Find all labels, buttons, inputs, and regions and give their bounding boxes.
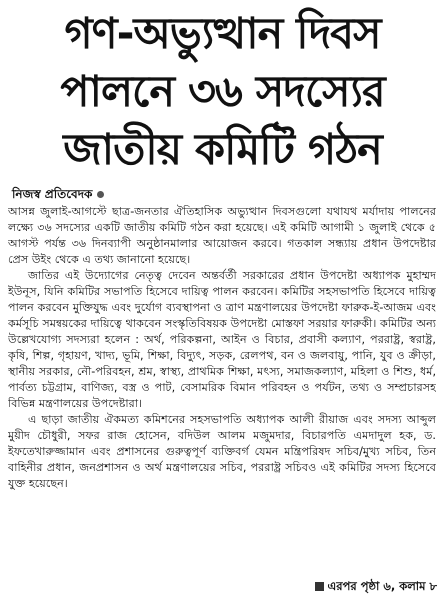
paragraph-1: আসন্ন জুলাই-আগস্টে ছাত্র-জনতার ঐতিহাসিক অভ্যুত্থান দিবসগুলো যথাযথ মর্যাদায় পালনের লক্ষ্যে ৩৬ সদস্যের একটি জাতীয় কমিটি গঠন করা হয়েছে। এই কমিটি আগামী ১ জুলাই থেকে ৫ আগস্ট পর্যন্ত ৩৬ দিনব্যাপী অনুষ্ঠানমালার আয়োজন করবে। গতকাল সন্ধ্যায় প্রধান উপদেষ্টার প্রেস উইং থেকে এ তথ্য জানানো হয়েছে। (8, 205, 436, 266)
article-headline (10, 5, 435, 181)
byline-text: নিজস্ব প্রতিবেদক (12, 187, 93, 201)
paragraph-2: জাতির এই উদ্যোগের নেতৃত্ব দেবেন অন্তর্বর্তী সরকারের প্রধান উপদেষ্টা অধ্যাপক মুহাম্মদ ইউনূস, যিনি কমিটির সভাপতি হিসেবে দায়িত্ব পালন করবেন। কমিটির সহসভাপতি হিসেবে দায়িত্ব পালন করবেন মুক্তিযুদ্ধ এবং দুর্যোগ ব্যবস্থাপনা ও ত্রাণ মন্ত্রণালয়ের উপদেষ্টা ফারুক-ই-আজম এবং কর্মসূচি সমন্বয়কের দায়িত্বে থাকবেন সংস্কৃতিবিষয়ক উপদেষ্টা মোস্তফা সরয়ার ফারুকী। কমিটির অন্য উল্লেখযোগ্য সদস্যরা হলেন : অর্থ, পরিকল্পনা, আইন ও বিচার, প্রবাসী কল্যাণ, পররাষ্ট্র, স্বরাষ্ট্র, কৃষি, শিল্প, গৃহায়ণ, খাদ্য, ভূমি, শিক্ষা, বিদ্যুৎ, সড়ক, রেলপথ, বন ও জলবায়ু, পানি, যুব ও ক্রীড়া, স্থানীয় সরকার, নৌ-পরিবহন, শ্রম, স্বাস্থ্য, প্রাথমিক শিক্ষা, মৎস্য, সমাজকল্যাণ, মহিলা ও শিশু, ধর্ম, পার্বত্য চট্টগ্রাম, বাণিজ্য, বস্ত্র ও পাট, বেসামরিক বিমান পরিবহন ও পর্যটন, তথ্য ও সম্প্রচারসহ বিভিন্ন মন্ত্রণালয়ের উপদেষ্টারা। (8, 269, 436, 410)
headline-line-1: গণ-অভ্যুত্থান দিবস (64, 9, 381, 59)
byline (12, 185, 104, 203)
headline-line-2: পালনে ৩৬ সদস্যের (60, 67, 385, 117)
headline-line-3: জাতীয় কমিটি গঠন (63, 125, 382, 175)
bullet-icon (97, 191, 104, 198)
continuation-note (315, 577, 438, 595)
paragraph-3: এ ছাড়া জাতীয় ঐকমত্য কমিশনের সহসভাপতি অধ্যাপক আলী রীয়াজ এবং সদস্য আব্দুল মুয়ীদ চৌধুরী, সফর রাজ হোসেন, বদিউল আলম মজুমদার, বিচারপতি এমদাদুল হক, ড. ইফতেখারুজ্জামান এবং প্রশাসনের গুরুত্বপূর্ণ ব্যক্তিবর্গ যেমন মন্ত্রিপরিষদ সচিব/মুখ্য সচিব, তিন বাহিনীর প্রধান, জনপ্রশাসন ও অর্থ মন্ত্রণালয়ের সচিব, পররাষ্ট্র সচিবও এই কমিটির সদস্য হিসেবে যুক্ত হয়েছেন। (8, 413, 436, 490)
article-body (8, 204, 436, 574)
square-bullet-icon (315, 582, 324, 591)
continuation-text: এরপর পৃষ্ঠা ৬, কলাম ৮ (327, 579, 437, 593)
